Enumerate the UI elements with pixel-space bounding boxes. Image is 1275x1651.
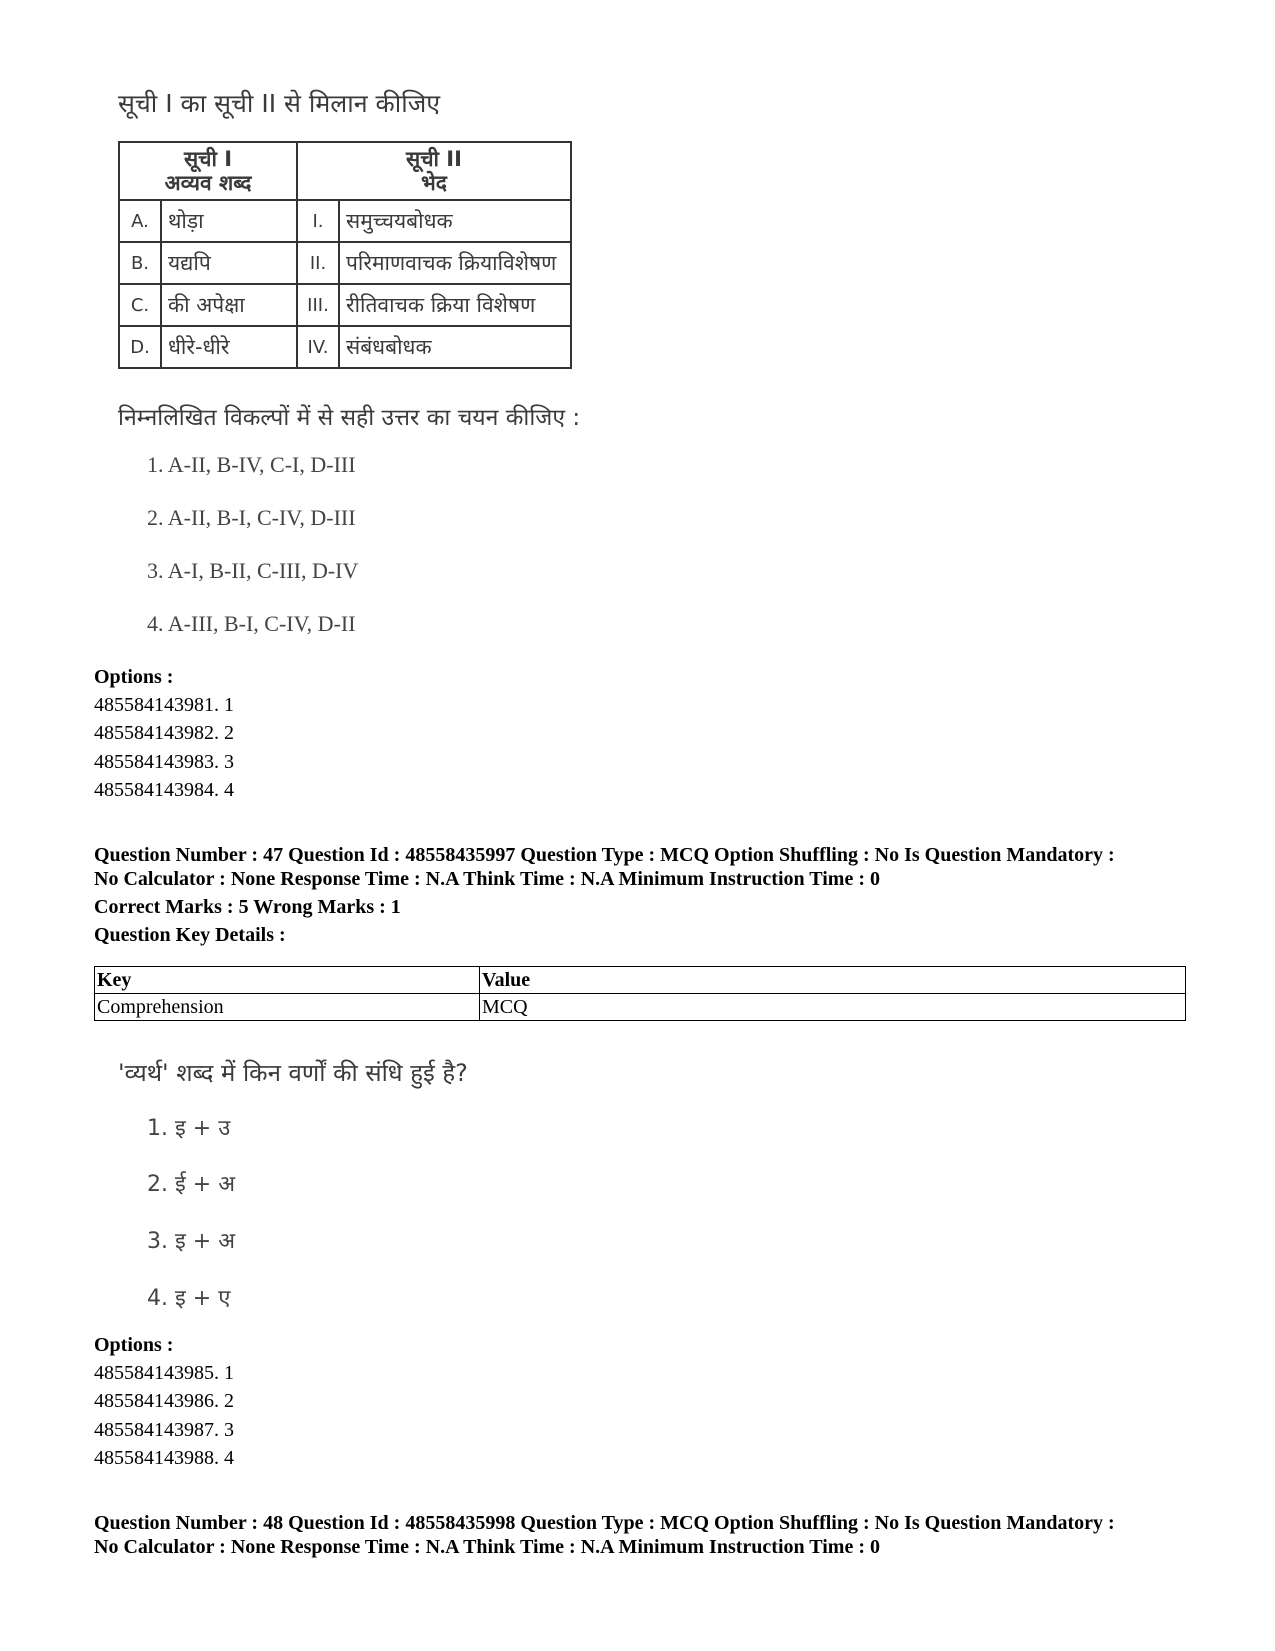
q47-option-3: 485584143987. 3 bbox=[94, 1419, 234, 1441]
choose-instruction: निम्नलिखित विकल्पों में से सही उत्तर का चयन कीजिए : bbox=[118, 405, 581, 431]
table-row: A. थोड़ा I. समुच्चयबोधक bbox=[119, 200, 571, 242]
q47-options-label: Options : bbox=[94, 1334, 174, 1356]
q47-choice-4: 4. इ + ए bbox=[147, 1286, 231, 1311]
q48-meta-line-2: No Calculator : None Response Time : N.A Think Time : N.A Minimum Instruction Time : 0 bbox=[94, 1536, 880, 1558]
table-row: D. धीरे-धीरे IV. संबंधबोधक bbox=[119, 326, 571, 368]
q46-choice-4: 4. A-III, B-I, C-IV, D-II bbox=[147, 611, 356, 636]
q47-key-details-label: Question Key Details : bbox=[94, 924, 286, 946]
q48-meta-line-1: Question Number : 48 Question Id : 48558435998 Question Type : MCQ Option Shuffling : No Is Question Mandatory : bbox=[94, 1512, 1115, 1534]
q47-choice-3: 3. इ + अ bbox=[147, 1229, 236, 1254]
list-1-header: सूची I अव्यव शब्द bbox=[119, 142, 297, 200]
list-2-header: सूची II भेद bbox=[297, 142, 571, 200]
q47-meta-line-1: Question Number : 47 Question Id : 48558435997 Question Type : MCQ Option Shuffling : No Is Question Mandatory : bbox=[94, 844, 1115, 866]
q46-option-2: 485584143982. 2 bbox=[94, 722, 234, 744]
table-row: B. यद्यपि II. परिमाणवाचक क्रियाविशेषण bbox=[119, 242, 571, 284]
q46-option-4: 485584143984. 4 bbox=[94, 779, 234, 801]
question-46-title: सूची I का सूची II से मिलान कीजिए bbox=[118, 89, 441, 118]
q47-meta-line-2: No Calculator : None Response Time : N.A Think Time : N.A Minimum Instruction Time : 0 bbox=[94, 868, 880, 890]
q46-choice-3: 3. A-I, B-II, C-III, D-IV bbox=[147, 558, 359, 583]
q47-option-1: 485584143985. 1 bbox=[94, 1362, 234, 1384]
q46-option-1: 485584143981. 1 bbox=[94, 694, 234, 716]
table-header-row: Key Value bbox=[95, 967, 1186, 994]
q47-marks: Correct Marks : 5 Wrong Marks : 1 bbox=[94, 896, 401, 918]
q47-choice-1: 1. इ + उ bbox=[147, 1116, 231, 1141]
q47-option-4: 485584143988. 4 bbox=[94, 1447, 234, 1469]
q47-option-2: 485584143986. 2 bbox=[94, 1390, 234, 1412]
q46-options-label: Options : bbox=[94, 666, 174, 688]
table-row: Comprehension MCQ bbox=[95, 994, 1186, 1021]
q47-question: 'व्यर्थ' शब्द में किन वर्णों की संधि हुई है? bbox=[118, 1059, 468, 1087]
q46-choice-2: 2. A-II, B-I, C-IV, D-III bbox=[147, 505, 356, 530]
q46-choice-1: 1. A-II, B-IV, C-I, D-III bbox=[147, 452, 356, 477]
table-row: C. की अपेक्षा III. रीतिवाचक क्रिया विशेषण bbox=[119, 284, 571, 326]
q46-option-3: 485584143983. 3 bbox=[94, 751, 234, 773]
match-table bbox=[118, 141, 572, 369]
key-details-table bbox=[94, 966, 1186, 1021]
q47-choice-2: 2. ई + अ bbox=[147, 1172, 236, 1197]
